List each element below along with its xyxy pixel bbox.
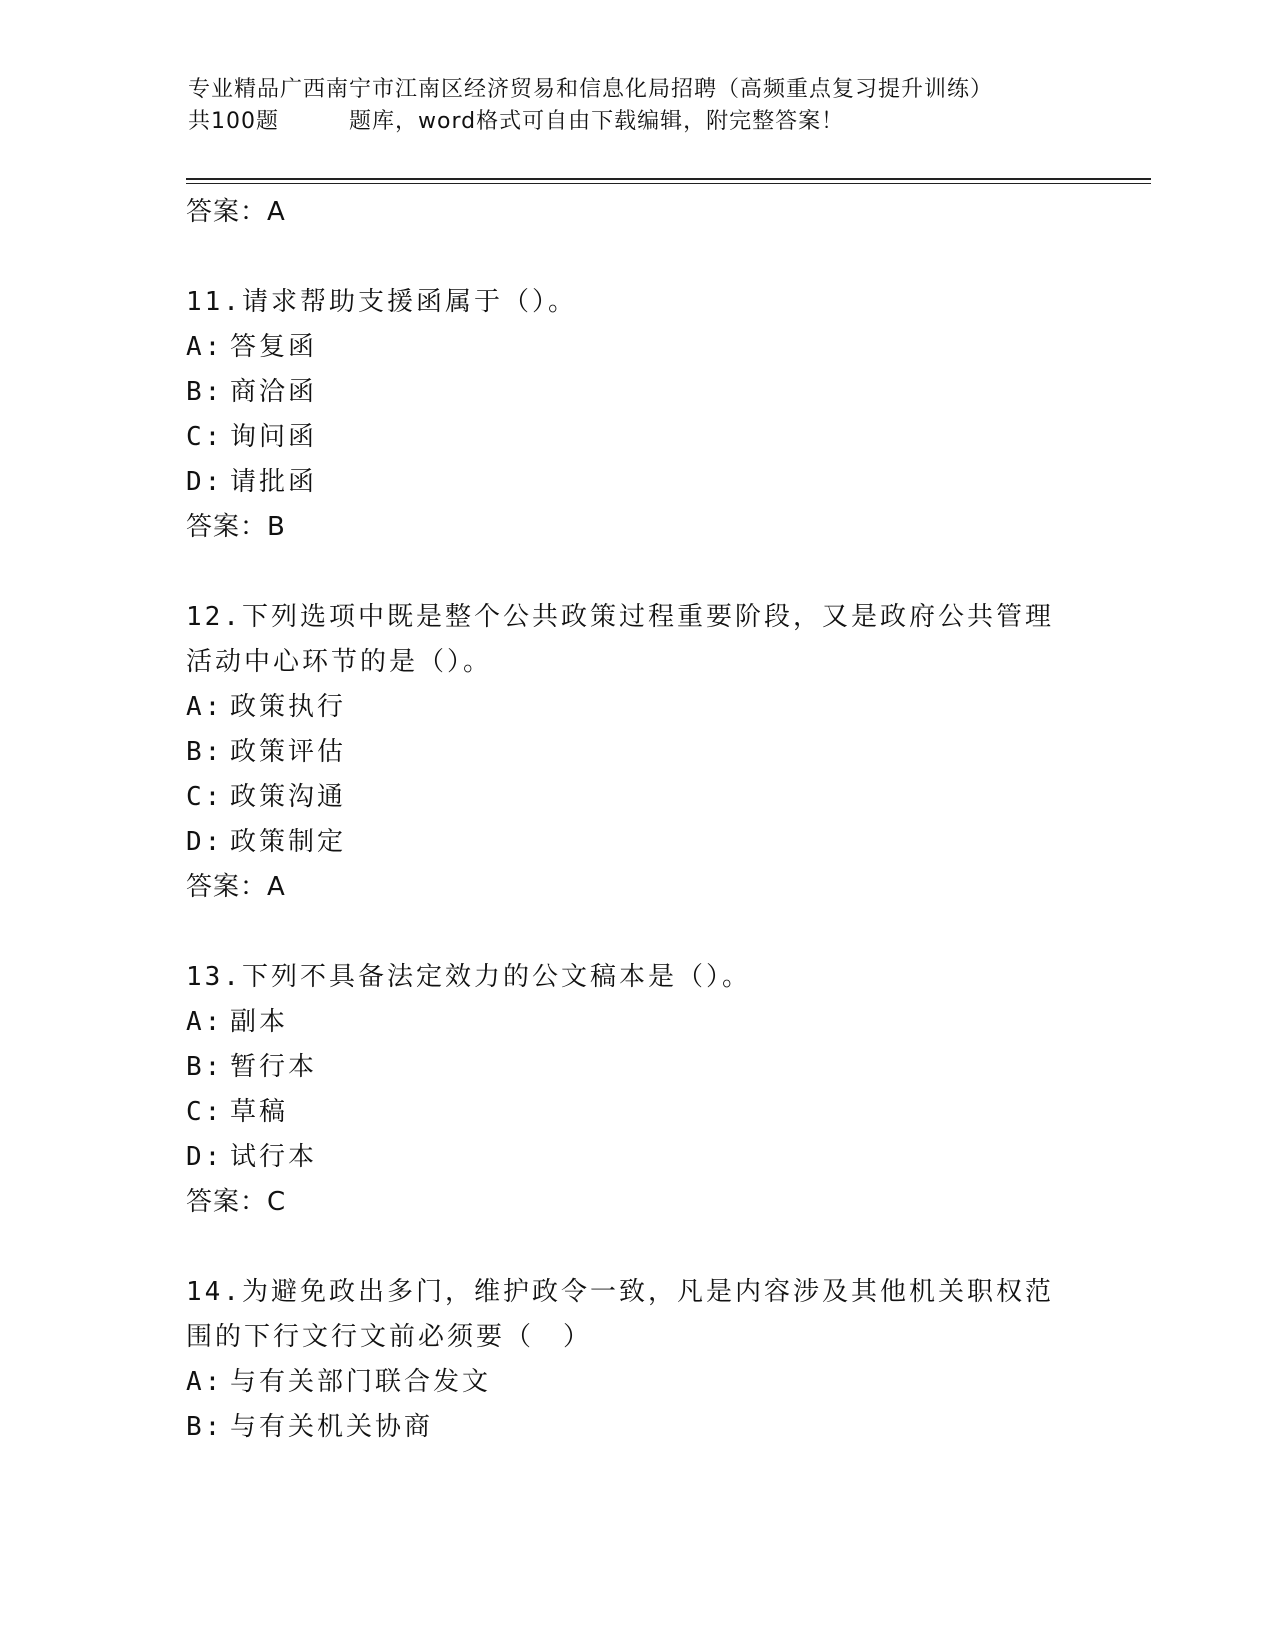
option-c (186, 775, 1086, 820)
option-key: A: (186, 692, 224, 722)
page-header (188, 74, 1088, 138)
header-divider-thick (186, 178, 1151, 180)
option-text: 请批函 (230, 467, 318, 497)
question-14 (186, 1270, 1086, 1450)
option-key: C: (186, 782, 224, 812)
option-key: B: (186, 1412, 224, 1442)
option-text: 与有关机关协商 (230, 1412, 434, 1442)
option-text: 副本 (230, 1007, 289, 1037)
option-text: 政策执行 (230, 692, 347, 722)
option-text: 答复函 (230, 332, 318, 362)
option-text: 询问函 (230, 422, 318, 452)
answer-line: 答案：C (186, 1187, 287, 1217)
option-b (186, 370, 1086, 415)
option-text: 政策制定 (230, 827, 347, 857)
option-a (186, 1360, 1086, 1405)
option-d (186, 820, 1086, 865)
option-text: 草稿 (230, 1097, 289, 1127)
option-key: A: (186, 1007, 224, 1037)
header-note: 题库，word格式可自由下载编辑，附完整答案！ (349, 109, 845, 134)
option-c (186, 1090, 1086, 1135)
option-text: 商洽函 (230, 377, 318, 407)
option-d (186, 460, 1086, 505)
header-divider-thin (186, 183, 1151, 184)
header-count: 共100题 (188, 109, 279, 134)
header-title: 专业精品广西南宁市江南区经济贸易和信息化局招聘（高频重点复习提升训练） (188, 77, 994, 102)
option-text: 与有关部门联合发文 (230, 1367, 492, 1397)
option-key: D: (186, 1142, 224, 1172)
option-key: A: (186, 1367, 224, 1397)
option-key: B: (186, 737, 224, 767)
option-key: D: (186, 827, 224, 857)
question-stem: 11.请求帮助支援函属于（）。 (186, 287, 577, 317)
question-11 (186, 280, 1086, 549)
header-subtitle (188, 106, 1088, 138)
option-d (186, 1135, 1086, 1180)
question-stem: 12.下列选项中既是整个公共政策过程重要阶段，又是政府公共管理活动中心环节的是（）。 (186, 602, 1054, 677)
option-text: 政策沟通 (230, 782, 347, 812)
option-key: A: (186, 332, 224, 362)
option-key: B: (186, 377, 224, 407)
question-list (186, 190, 1086, 1450)
question-13 (186, 955, 1086, 1224)
option-text: 暂行本 (230, 1052, 318, 1082)
option-a (186, 685, 1086, 730)
question-stem: 13.下列不具备法定效力的公文稿本是（）。 (186, 962, 751, 992)
option-key: C: (186, 422, 224, 452)
question-stem: 14.为避免政出多门，维护政令一致，凡是内容涉及其他机关职权范围的下行文行文前必须要（ ） (186, 1277, 1054, 1352)
question-12 (186, 595, 1086, 909)
option-c (186, 415, 1086, 460)
option-a (186, 325, 1086, 370)
option-text: 政策评估 (230, 737, 347, 767)
answer-line: 答案：A (186, 872, 286, 902)
option-text: 试行本 (230, 1142, 318, 1172)
answer-line: 答案：A (186, 197, 286, 227)
option-key: C: (186, 1097, 224, 1127)
option-b (186, 1045, 1086, 1090)
option-b (186, 730, 1086, 775)
option-key: D: (186, 467, 224, 497)
option-b (186, 1405, 1086, 1450)
option-a (186, 1000, 1086, 1045)
option-key: B: (186, 1052, 224, 1082)
answer-line: 答案：B (186, 512, 286, 542)
